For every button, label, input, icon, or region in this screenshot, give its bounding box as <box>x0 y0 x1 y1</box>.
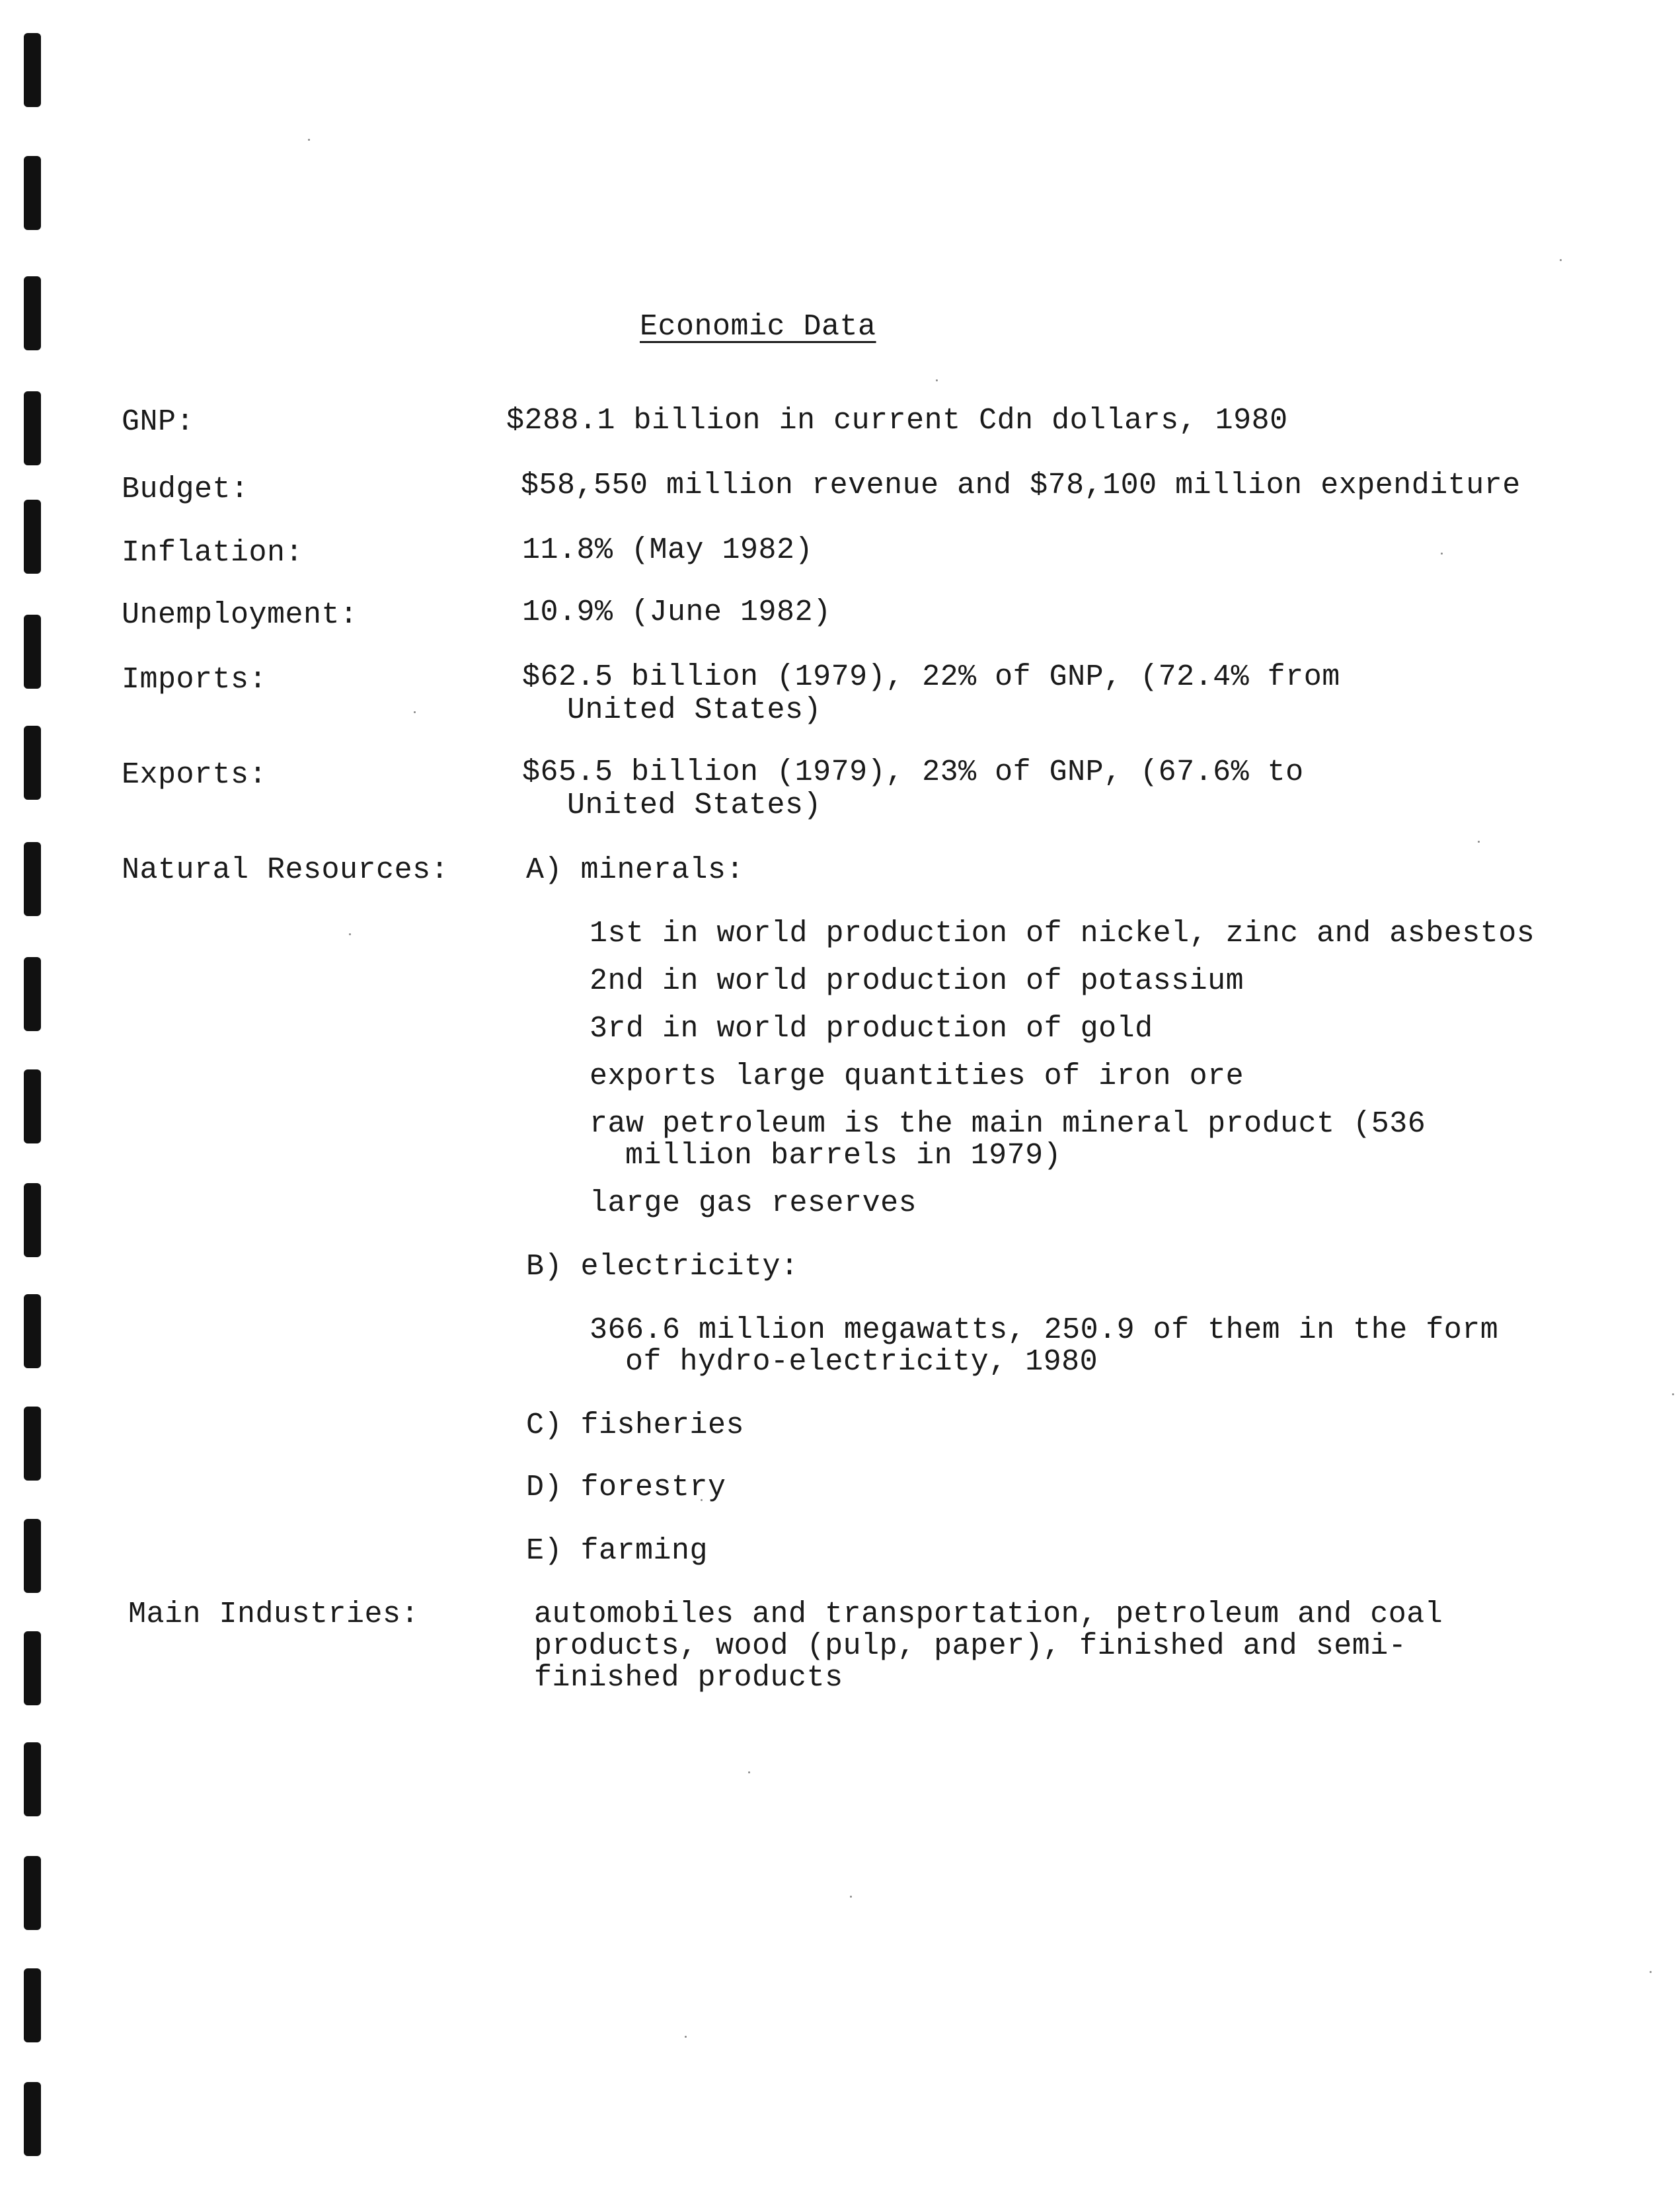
scan-speck <box>1441 553 1443 555</box>
binding-mark <box>24 1519 41 1593</box>
binding-mark <box>24 33 41 107</box>
minerals-item: 2nd in world production of potassium <box>590 964 1244 998</box>
binding-mark <box>24 500 41 574</box>
minerals-heading: A) minerals: <box>526 853 745 887</box>
scan-speck <box>1650 1971 1652 1973</box>
inflation-value: 11.8% (May 1982) <box>522 533 814 567</box>
binding-mark <box>24 276 41 350</box>
exports-value-line1: $65.5 billion (1979), 23% of GNP, (67.6% to <box>522 755 1304 789</box>
minerals-item: large gas reserves <box>590 1186 917 1220</box>
minerals-item: exports large quantities of iron ore <box>590 1060 1244 1093</box>
imports-value-line2: United States) <box>567 693 822 727</box>
gnp-label: GNP: <box>122 405 195 439</box>
main-industries-line3: finished products <box>534 1661 843 1695</box>
page-title: Economic Data <box>640 310 876 344</box>
fisheries-item: C) fisheries <box>526 1409 745 1442</box>
exports-value-line2: United States) <box>567 789 822 822</box>
scan-speck <box>1478 841 1480 843</box>
binding-mark <box>24 156 41 230</box>
minerals-item: raw petroleum is the main mineral product (536 <box>590 1107 1426 1141</box>
scan-speck <box>936 379 938 381</box>
binding-mark <box>24 1069 41 1143</box>
electricity-line2: of hydro-electricity, 1980 <box>625 1345 1098 1379</box>
scan-speck <box>685 2036 687 2038</box>
binding-mark <box>24 1294 41 1368</box>
electricity-line1: 366.6 million megawatts, 250.9 of them in the form <box>590 1313 1499 1347</box>
minerals-item-continued: million barrels in 1979) <box>625 1139 1062 1173</box>
imports-label: Imports: <box>122 663 268 697</box>
scan-speck <box>748 1771 750 1773</box>
scan-speck <box>850 1896 852 1898</box>
budget-value: $58,550 million revenue and $78,100 million expenditure <box>521 469 1521 502</box>
exports-label: Exports: <box>122 758 268 792</box>
binding-mark <box>24 1631 41 1705</box>
unemployment-label: Unemployment: <box>122 598 358 632</box>
binding-holes <box>24 0 44 2203</box>
scan-speck <box>1560 259 1562 261</box>
electricity-heading: B) electricity: <box>526 1250 799 1284</box>
minerals-item: 1st in world production of nickel, zinc and asbestos <box>590 917 1535 950</box>
forestry-item: D) forestry <box>526 1471 726 1504</box>
main-industries-line2: products, wood (pulp, paper), finished and semi- <box>534 1629 1407 1663</box>
binding-mark <box>24 1407 41 1481</box>
budget-label: Budget: <box>122 473 249 506</box>
binding-mark <box>24 1856 41 1930</box>
binding-mark <box>24 1183 41 1257</box>
imports-value-line1: $62.5 billion (1979), 22% of GNP, (72.4% from <box>522 660 1340 694</box>
main-industries-line1: automobiles and transportation, petroleum and coal <box>534 1598 1443 1631</box>
unemployment-value: 10.9% (June 1982) <box>522 596 831 629</box>
scan-speck <box>1672 1393 1674 1395</box>
minerals-item: 3rd in world production of gold <box>590 1012 1153 1046</box>
natural-resources-label: Natural Resources: <box>122 853 449 887</box>
binding-mark <box>24 842 41 916</box>
scan-speck <box>308 139 310 141</box>
farming-item: E) farming <box>526 1534 708 1568</box>
scan-speck <box>349 933 351 935</box>
main-industries-label: Main Industries: <box>128 1598 420 1631</box>
binding-mark <box>24 1742 41 1816</box>
binding-mark <box>24 957 41 1031</box>
binding-mark <box>24 726 41 800</box>
scan-speck <box>414 711 416 713</box>
gnp-value: $288.1 billion in current Cdn dollars, 1980 <box>506 404 1288 438</box>
binding-mark <box>24 1968 41 2042</box>
binding-mark <box>24 615 41 689</box>
binding-mark <box>24 391 41 465</box>
inflation-label: Inflation: <box>122 536 304 570</box>
binding-mark <box>24 2082 41 2156</box>
